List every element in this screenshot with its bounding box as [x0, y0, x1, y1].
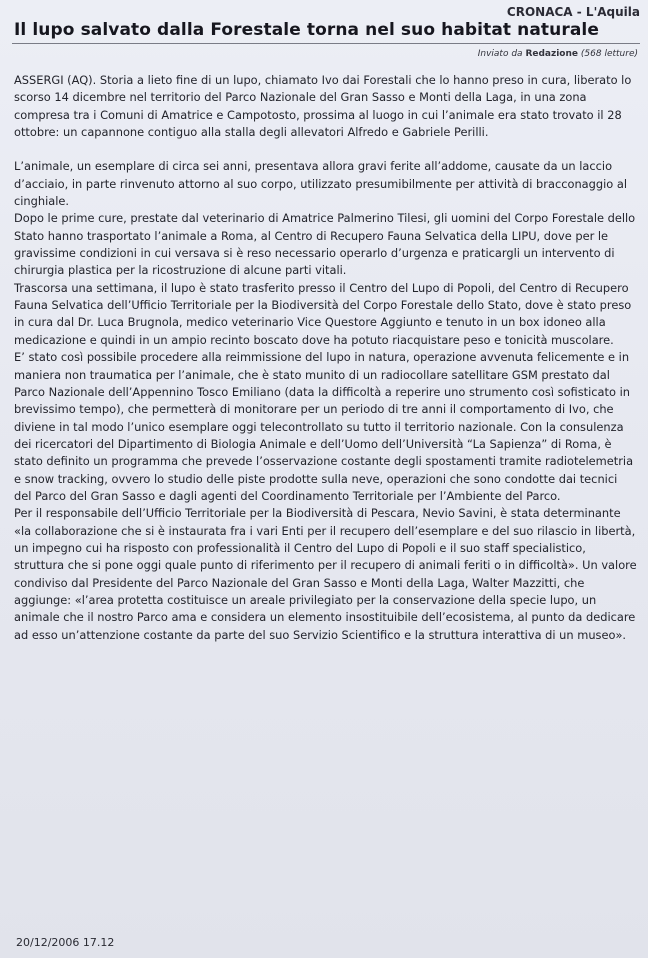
byline-author[interactable]: Redazione	[525, 49, 579, 59]
headline-divider	[12, 43, 640, 44]
publish-date: 20/12/2006 17.12	[16, 936, 115, 949]
byline-prefix: Inviato da	[477, 49, 523, 59]
paragraph: Dopo le prime cure, prestate dal veterinario di Amatrice Palmerino Tilesi, gli uomini del Corpo Forestale dello Stato hanno trasportato l’animale a Roma, al Centro di Recupero Fauna Selvatica della LIPU, dove per le gravissime condizioni in cui versava si è reso necessario operarlo d’urgenza e praticargli un intervento di chirurgia plastica per la ricostruzione di alcune parti vitali.	[14, 211, 636, 278]
paragraph: Per il responsabile dell’Ufficio Territoriale per la Biodiversità di Pescara, Nevio Savini, è stata determinante «la collaborazione che si è instaurata fra i vari Enti per il recupero dell’esemplare e del suo rilascio in libertà, un impegno cui ha risposto con professionalità il Centro del Lupo di Popoli e il suo staff specialistico, struttura che si pone oggi quale punto di riferimento per il recupero di animali feriti o in difficoltà». Un valore condiviso dal Presidente del Parco Nazionale del Gran Sasso e Monti della Laga, Walter Mazzitti, che aggiunge: «l’area protetta costituisce un areale privilegiato per la conservazione della specie lupo, un animale che il nostro Parco ama e considera un elemento insostituibile dell’ecosistema, al punto da dedicare ad esso un’attenzione costante da parte del suo Servizio Scientifico e la struttura interattiva di un museo».	[14, 506, 637, 642]
article-headline: Il lupo salvato dalla Forestale torna nel suo habitat naturale	[14, 20, 599, 40]
paragraph-gap	[14, 141, 638, 158]
article-body	[14, 72, 638, 644]
section-label[interactable]: CRONACA - L'Aquila	[506, 5, 640, 19]
byline	[478, 49, 638, 59]
byline-reads: (568 letture)	[580, 49, 638, 59]
paragraph: E’ stato così possibile procedere alla reimmissione del lupo in natura, operazione avvenuta felicemente e in maniera non traumatica per l’animale, che è stato munito di un radiocollare satellitare GSM prestato dal Parco Nazionale dell’Appennino Tosco Emiliano (data la difficoltà a reperire uno strumento così sofisticato in brevissimo tempo), che permetterà di monitorare per un periodo di tre anni il comportamento di Ivo, che diviene in tal modo l’unico esemplare oggi telecontrollato su tutto il territorio nazionale. Con la consulenza dei ricercatori del Dipartimento di Biologia Animale e dell’Uomo dell’Università “La Sapienza” di Roma, è stato definito un programma che prevede l’osservazione costante degli spostamenti tramite radiotelemetria e snow tracking, ovvero lo studio delle piste prodotte sulla neve, operazioni che sono condotte dai tecnici del Parco del Gran Sasso e dagli agenti del Coordinamento Territoriale per l’Ambiente del Parco.	[14, 350, 634, 503]
paragraph: Trascorsa una settimana, il lupo è stato trasferito presso il Centro del Lupo di Popoli, del Centro di Recupero Fauna Selvatica dell’Ufficio Territoriale per la Biodiversità del Corpo Forestale dello Stato, dove è stato preso in cura dal Dr. Luca Brugnola, medico veterinario Vice Questore Aggiunto e tenuto in un box idoneo alla medicazione e quindi in un ampio recinto boscato dove ha potuto riacquistare peso e tonicità muscolare.	[14, 280, 632, 347]
paragraph: ASSERGI (AQ). Storia a lieto fine di un lupo, chiamato Ivo dai Forestali che lo hanno preso in cura, liberato lo scorso 14 dicembre nel territorio del Parco Nazionale del Gran Sasso e Monti della Laga, in una zona compresa tra i Comuni di Amatrice e Campotosto, prossima al luogo in cui l’animale era stato trovato il 28 ottobre: un capannone contiguo alla stalla degli allevatori Alfredo e Gabriele Perilli.	[14, 73, 632, 140]
paragraph: L’animale, un esemplare di circa sei anni, presentava allora gravi ferite all’addome, causate da un laccio d’acciaio, in parte rinvenuto attorno al suo corpo, utilizzato presumibilmente per attività di bracconaggio al cinghiale.	[14, 159, 628, 209]
